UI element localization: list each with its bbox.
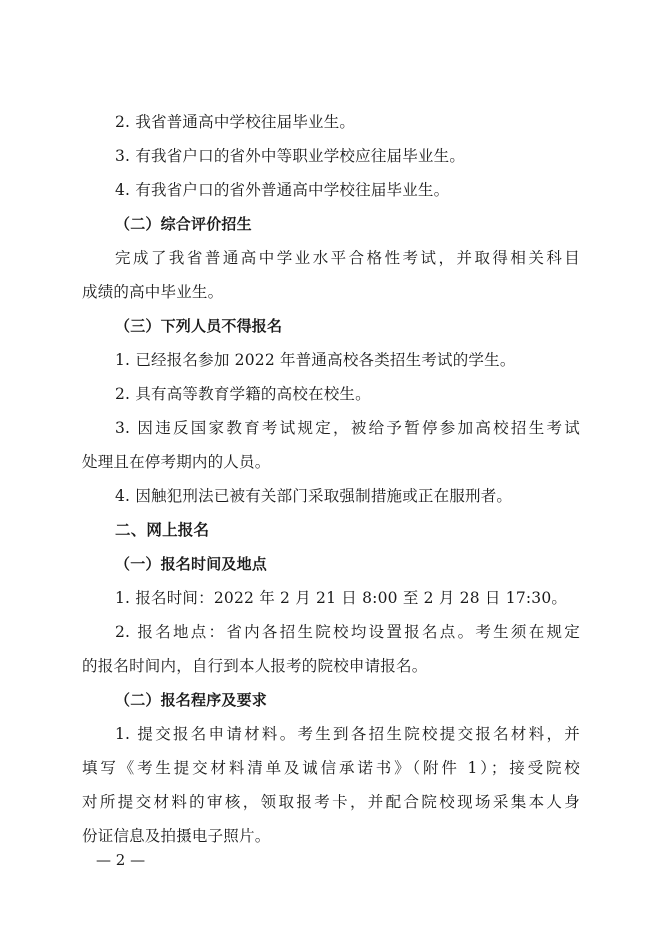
paragraph-line: 处理且在停考期内的人员。 (82, 453, 271, 471)
paragraph-line: 成绩的高中毕业生。 (82, 283, 224, 301)
list-item: 3. 有我省户口的省外中等职业学校应往届毕业生。 (115, 147, 466, 165)
paragraph-line: 对所提交材料的审核，领取报考卡，并配合院校现场采集本人身 (82, 793, 580, 811)
section-heading: （二）报名程序及要求 (115, 691, 268, 709)
list-item: 4. 因触犯刑法已被有关部门采取强制措施或正在服刑者。 (115, 487, 513, 505)
section-heading: （二）综合评价招生 (115, 215, 252, 233)
list-item: 2. 报名地点：省内各招生院校均设置报名点。考生须在规定 (115, 623, 580, 641)
list-item: 1. 报名时间：2022 年 2 月 21 日 8:00 至 2 月 28 日 17:30。 (115, 589, 568, 607)
list-item: 2. 具有高等教育学籍的高校在校生。 (115, 385, 371, 403)
paragraph-line: 份证信息及拍摄电子照片。 (82, 827, 271, 845)
paragraph-line: 填写《考生提交材料清单及诚信承诺书》（附件 1）；接受院校 (82, 759, 580, 777)
paragraph-line: 完成了我省普通高中学业水平合格性考试，并取得相关科目 (115, 249, 580, 267)
section-heading: （一）报名时间及地点 (115, 555, 268, 573)
page-number: — 2 — (96, 851, 146, 869)
list-item: 1. 已经报名参加 2022 年普通高校各类招生考试的学生。 (115, 351, 516, 369)
chapter-heading: 二、网上报名 (115, 521, 210, 539)
paragraph-line: 的报名时间内，自行到本人报考的院校申请报名。 (82, 657, 428, 675)
list-item: 1. 提交报名申请材料。考生到各招生院校提交报名材料，并 (115, 725, 580, 743)
section-heading: （三）下列人员不得报名 (115, 317, 283, 335)
list-item: 4. 有我省户口的省外普通高中学校往届毕业生。 (115, 181, 450, 199)
list-item: 3. 因违反国家教育考试规定，被给予暂停参加高校招生考试 (115, 419, 580, 437)
list-item: 2. 我省普通高中学校往届毕业生。 (115, 113, 356, 131)
